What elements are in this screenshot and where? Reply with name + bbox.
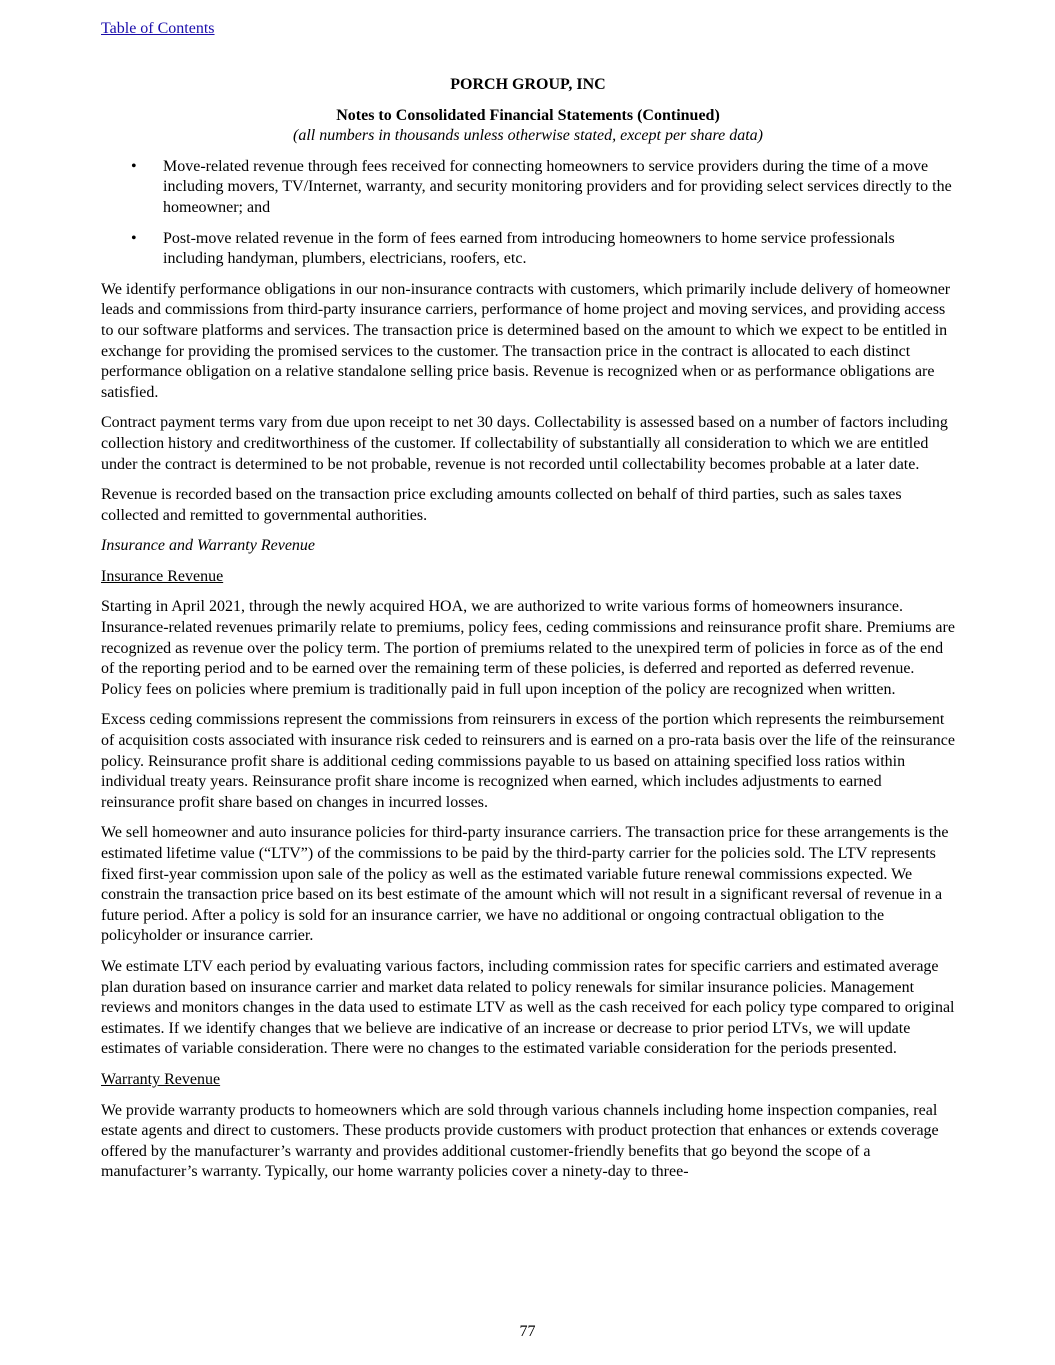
page-number: 77 <box>519 1323 536 1340</box>
revenue-bullet-list <box>101 157 955 270</box>
paragraph: We provide warranty products to homeowners which are sold through various channels including home inspection companies, real estate agents and direct to customers. These products provide customers with product protection that enhances or extends coverage offered by the manufacturer’s warranty and provides additional customer-friendly benefits that go beyond the scope of a manufacturer’s warranty. Typically, our home warranty policies cover a ninety-day to three- <box>101 1101 939 1181</box>
paragraph: We identify performance obligations in our non-insurance contracts with customers, which primarily include delivery of homeowner leads and commissions from third-party insurance carriers, performance of home project and moving services, and providing access to our software platforms and services. The transaction price is determined based on the amount to which we expect to be entitled in exchange for providing the promised services to the customer. The transaction price in the contract is allocated to each distinct performance obligation on a relative standalone selling price basis. Revenue is recognized when or as performance obligations are satisfied. <box>101 280 951 401</box>
bullet-marker: • <box>131 229 137 247</box>
paragraph: Starting in April 2021, through the newly acquired HOA, we are authorized to write various forms of homeowners insurance. Insurance-related revenues primarily relate to premiums, policy fees, ceding commissions and reinsurance profit share. Premiums are recognized as revenue over the policy term. The portion of premiums related to the unexpired term of policies in force as of the end of the reporting period and to be earned over the remaining term of these policies, is deferred and reported as deferred revenue. Policy fees on policies where premium is traditionally paid in full upon inception of the policy are recognized when written. <box>101 598 955 698</box>
warranty-revenue-heading: Warranty Revenue <box>101 1070 221 1088</box>
paragraph: We estimate LTV each period by evaluating various factors, including commission rates for specific carriers and estimated average plan duration based on insurance carrier and market data related to policy renewals for similar insurance policies. Management reviews and monitors changes in the data used to estimate LTV as well as the cash received for each policy type compared to original estimates. If we identify changes that we believe are indicative of an increase or decrease to prior period LTVs, we will update estimates of variable consideration. There were no changes to the estimated variable consideration for the periods presented. <box>101 957 955 1058</box>
table-of-contents-link[interactable]: Table of Contents <box>101 20 215 37</box>
paragraph: Contract payment terms vary from due upon receipt to net 30 days. Collectability is assessed based on a number of factors including collection history and creditworthiness of the customer. If collectability of substantially all consideration to which we are entitled under the contract is determined to be not probable, revenue is not recorded until collectability becomes probable at a later date. <box>101 414 948 473</box>
paragraph: Revenue is recorded based on the transaction price excluding amounts collected on behalf of third parties, such as sales taxes collected and remitted to governmental authorities. <box>101 486 902 524</box>
page-title: Notes to Consolidated Financial Statements (Continued) <box>336 106 720 124</box>
list-item <box>101 157 955 219</box>
list-item-text: Move-related revenue through fees received for connecting homeowners to service providers during the time of a move including movers, TV/Internet, warranty, and security monitoring providers and for providing select services directly to the homeowner; and <box>163 157 952 216</box>
page-subtitle: (all numbers in thousands unless otherwise stated, except per share data) <box>292 127 764 145</box>
page-content <box>101 75 955 1193</box>
bullet-marker: • <box>131 157 137 175</box>
list-item <box>101 229 955 270</box>
paragraph: Excess ceding commissions represent the commissions from reinsurers in excess of the portion which represents the reimbursement of acquisition costs associated with insurance risk ceded to reinsurers and is earned on a pro-rata basis over the life of the reinsurance policy. Reinsurance profit share is additional ceding commissions payable to us based on attaining specified loss ratios within individual treaty years. Reinsurance profit share income is recognized when earned, which includes adjustments to earned reinsurance profit share based on changes in incurred losses. <box>101 711 955 811</box>
company-name: PORCH GROUP, INC <box>450 76 606 93</box>
section-heading: Insurance and Warranty Revenue <box>101 537 316 555</box>
paragraph: We sell homeowner and auto insurance policies for third-party insurance carriers. The transaction price for these arrangements is the estimated lifetime value (“LTV”) of the commissions to be paid by the third-party carrier for the policies sold. The LTV represents fixed first-year commission upon sale of the policy as well as the estimated variable future renewal commissions expected. We constrain the transaction price based on its best estimate of the amount which will not result in a significant reversal of revenue in a future period. After a policy is sold for an insurance carrier, we have no additional or ongoing contractual obligation to the policyholder or insurance carrier. <box>101 824 949 945</box>
insurance-revenue-heading: Insurance Revenue <box>101 567 224 585</box>
list-item-text: Post-move related revenue in the form of fees earned from introducing homeowners to home service professionals including handyman, plumbers, electricians, roofers, etc. <box>163 229 895 268</box>
